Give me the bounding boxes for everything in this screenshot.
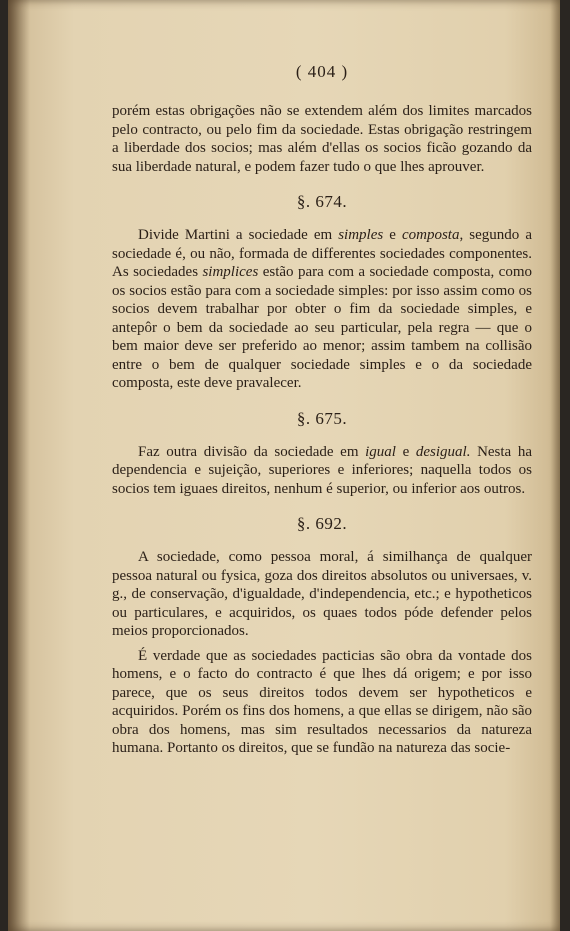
- italic-term: desigual.: [415, 443, 471, 460]
- text-run: Divide Martini a sociedade em: [138, 227, 339, 243]
- body-paragraph: [112, 102, 532, 176]
- italic-term: igual: [365, 443, 396, 460]
- section-heading: §. 692.: [296, 514, 348, 533]
- italic-term: composta: [401, 227, 460, 243]
- body-paragraph: [112, 548, 532, 641]
- page-number-header: ( 404 ): [295, 62, 349, 81]
- page-text-block: [112, 62, 532, 758]
- text-run: É verdade que as sociedades pacticias são obra da vontade dos homens, e o facto do contracto é que lhes dá origem; e por isso parece, que os seus direitos todos devem ser hypotheticos e acquiridos. Porém os fins dos homens, a que ellas se dirigem, não são obra dos homens, mas sim resultados necessarios da natureza humana. Portanto os direitos, que se fundão na natureza das socie-: [112, 647, 532, 756]
- text-run: , segundo a sociedade é, ou não, formada de differentes sociedades componentes. As sociedades: [112, 227, 532, 280]
- body-paragraph: [112, 226, 532, 393]
- italic-term: simples: [338, 227, 384, 243]
- gutter-shadow: [8, 0, 30, 931]
- page-edge-shadow: [550, 0, 560, 931]
- text-run: Faz outra divisão da sociedade em: [138, 443, 366, 460]
- page-content: [112, 102, 532, 758]
- paper-sheet: [8, 0, 560, 931]
- text-run: e: [383, 227, 402, 243]
- body-paragraph: [112, 647, 532, 758]
- text-run: Nesta ha dependencia e sujeição, superiores e inferiores; naquella todos os socios tem iguaes direitos, nenhum é superior, ou inferior aos outros.: [112, 443, 532, 497]
- italic-term: simplices: [202, 264, 259, 280]
- text-run: A sociedade, como pessoa moral, á similhança de qualquer pessoa natural ou fysica, goza dos direitos absolutos ou universaes, v. g., de conservação, d'igualdade, d'independencia, etc.; e hypotheticos ou particulares, e acquiridos, os quaes todos póde defender pelos meios proporcionados.: [112, 549, 532, 639]
- section-heading: §. 675.: [296, 408, 348, 428]
- text-run: e: [395, 443, 416, 460]
- body-paragraph: [112, 443, 532, 499]
- section-heading: §. 674.: [296, 192, 348, 211]
- text-run: porém estas obrigações não se extendem além dos limites marcados pelo contracto, ou pelo fim da sociedade. Estas obrigação restringem a liberdade dos socios; mas além d'ellas os socios ficão gozando da sua liberdade natural, e podem fazer tudo o que lhes aprouver.: [112, 103, 532, 175]
- text-run: estão para com a sociedade composta, como os socios estão para com a sociedade simples: por isso assim como os socios devem trabalhar por obter o fim da sociedade simples, e antepôr o bem da sociedade ao seu particular, pela regra — que o bem maior deve ser preferido ao menor; assim tambem na collisão entre o bem de qualquer sociedade simples e o da sociedade composta, este deve pravalecer.: [112, 264, 532, 391]
